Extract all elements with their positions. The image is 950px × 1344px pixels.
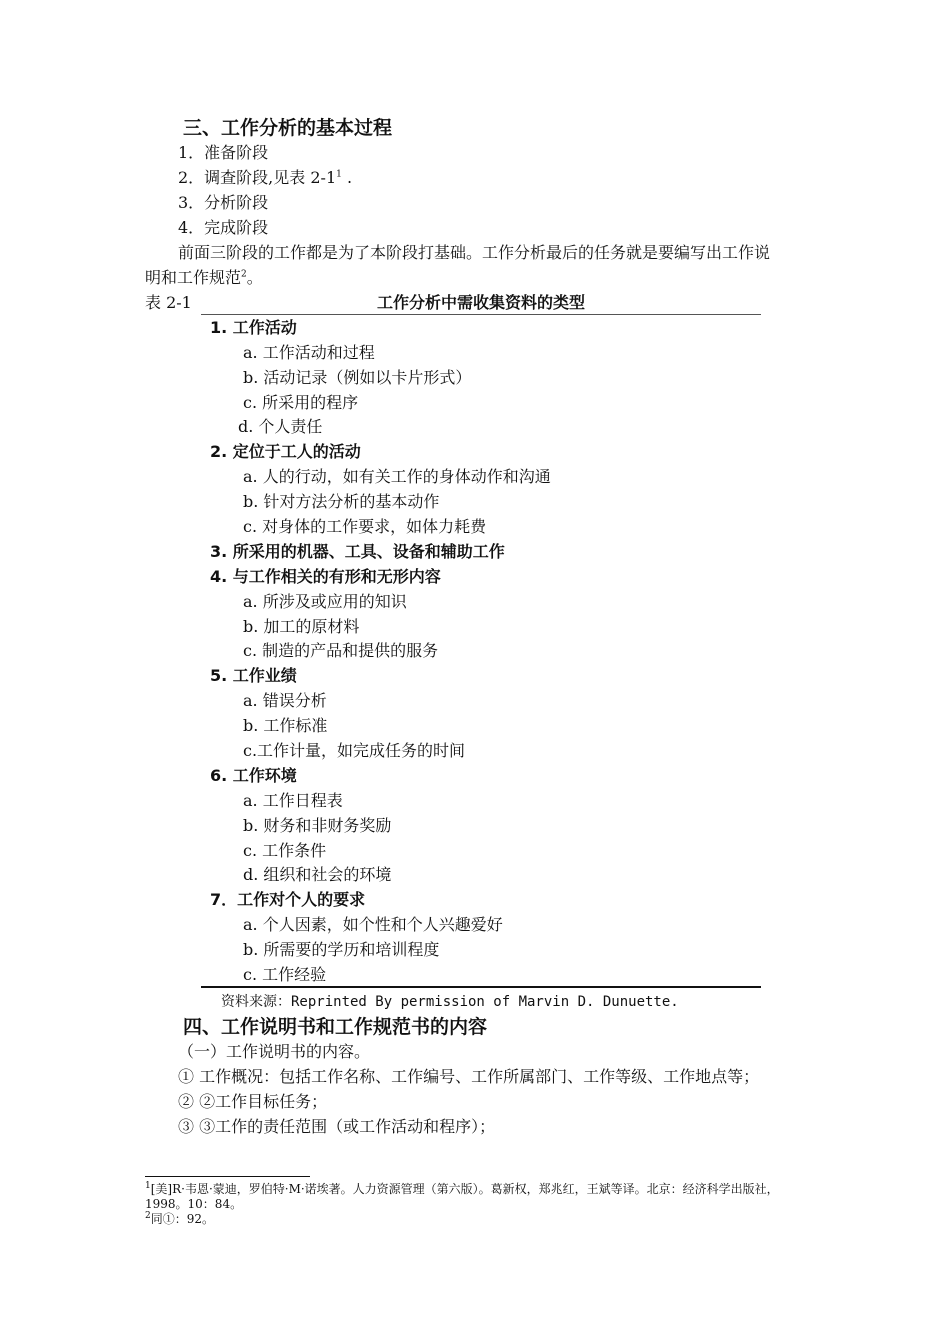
list-item: c. 工作经验 xyxy=(243,965,327,984)
list-item: b. 活动记录（例如以卡片形式） xyxy=(243,368,472,387)
list-item: b. 加工的原材料 xyxy=(243,617,360,636)
step-4: 4．完成阶段 xyxy=(178,218,269,237)
list-item: a. 工作日程表 xyxy=(243,791,343,810)
group-3-heading: 3. 所采用的机器、工具、设备和辅助工作 xyxy=(210,542,505,561)
group-5-heading: 5. 工作业绩 xyxy=(210,666,297,685)
list-item: a. 所涉及或应用的知识 xyxy=(243,592,407,611)
list-item: a. 个人因素，如个性和个人兴趣爱好 xyxy=(243,915,503,934)
list-item: c. 对身体的工作要求，如体力耗费 xyxy=(243,517,487,536)
paragraph-line-2: 明和工作规范$^2$。 xyxy=(145,268,263,287)
table-bottom-rule xyxy=(201,986,761,988)
group-6-heading: 6. 工作环境 xyxy=(210,766,297,785)
table-title: 工作分析中需收集资料的类型 xyxy=(376,293,585,312)
list-item: c.工作计量，如完成任务的时间 xyxy=(243,741,466,760)
step-3: 3．分析阶段 xyxy=(178,193,269,212)
footnote-ref-2[interactable]: 2 xyxy=(241,269,247,280)
step-2: 2．调查阶段,见表 $2-1^1$ . xyxy=(178,168,353,187)
list-item: b. 财务和非财务奖励 xyxy=(243,816,392,835)
list-item: a. 工作活动和过程 xyxy=(243,343,375,362)
list-item: a. 人的行动，如有关工作的身体动作和沟通 xyxy=(243,467,551,486)
list-item: c. 制造的产品和提供的服务 xyxy=(243,641,439,660)
footnote-separator xyxy=(145,1176,310,1177)
footnote-ref-1[interactable]: 1 xyxy=(336,169,342,180)
group-4-heading: 4. 与工作相关的有形和无形内容 xyxy=(210,567,441,586)
section4-title: 四、工作说明书和工作规范书的内容 xyxy=(183,1016,488,1038)
table-source: 资料来源：Reprinted By permission of Marvin D. Dunuette. xyxy=(221,994,679,1010)
footnote-2: $^2$同①：92。 xyxy=(145,1211,215,1226)
section4-subheading: （一）工作说明书的内容。 xyxy=(178,1042,371,1061)
section4-item-3: ③ ③工作的责任范围（或工作活动和程序）； xyxy=(178,1117,496,1136)
list-item: b. 工作标准 xyxy=(243,716,328,735)
group-7-heading: 7．工作对个人的要求 xyxy=(210,890,366,909)
list-item: c. 所采用的程序 xyxy=(243,393,359,412)
list-item: b. 所需要的学历和培训程度 xyxy=(243,940,440,959)
list-item: d. 个人责任 xyxy=(238,417,323,436)
paragraph-line-1: 前面三阶段的工作都是为了本阶段打基础。工作分析最后的任务就是要编写出工作说 xyxy=(178,243,771,262)
section3-title: 三、工作分析的基本过程 xyxy=(183,117,393,139)
list-item: d. 组织和社会的环境 xyxy=(243,865,392,884)
list-item: c. 工作条件 xyxy=(243,841,327,860)
table-label: 表 2-1 xyxy=(145,293,192,312)
group-2-heading: 2. 定位于工人的活动 xyxy=(210,442,361,461)
section4-item-2: ② ②工作目标任务； xyxy=(178,1092,328,1111)
step-1: 1．准备阶段 xyxy=(178,143,269,162)
footnote-1: $^1$[美]R·韦恩·蒙迪，罗伯特·M·诺埃著。人力资源管理（第六版）。葛新权，郑兆红，王斌等译。北京：经济科学出版社，1998。10：84。 xyxy=(145,1181,779,1211)
section4-item-1: ① 工作概况：包括工作名称、工作编号、工作所属部门、工作等级、工作地点等； xyxy=(178,1067,760,1086)
group-1-heading: 1. 工作活动 xyxy=(210,318,297,337)
table-top-rule xyxy=(201,314,761,315)
list-item: a. 错误分析 xyxy=(243,691,327,710)
list-item: b. 针对方法分析的基本动作 xyxy=(243,492,440,511)
